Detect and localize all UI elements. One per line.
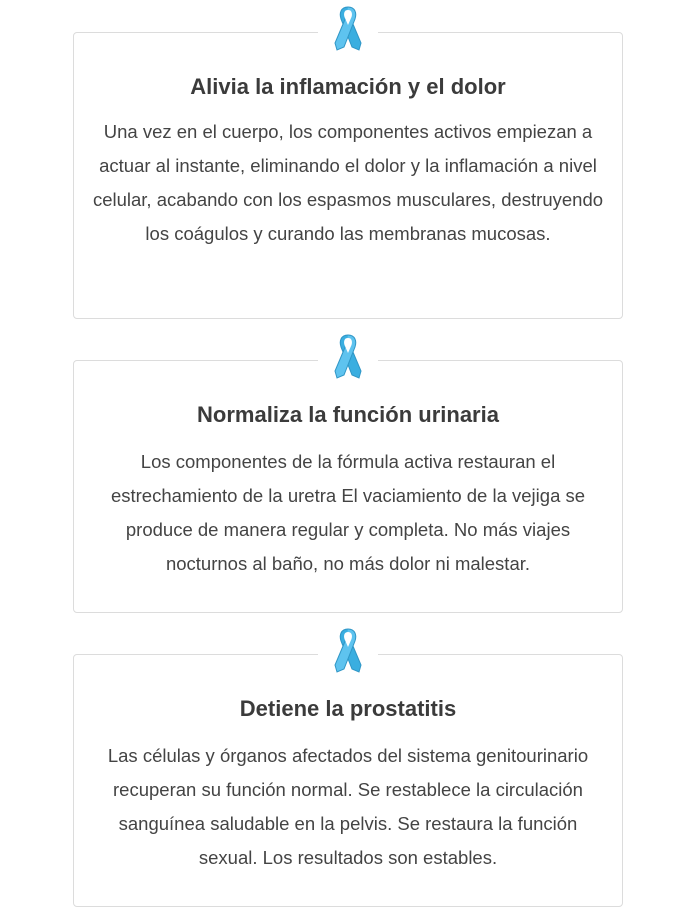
card-title: Alivia la inflamación y el dolor	[190, 74, 506, 99]
benefit-card-inflammation	[73, 32, 623, 319]
card-text: Una vez en el cuerpo, los componentes activos empiezan a actuar al instante, eliminando el dolor y la inflamación a nivel celular, acabando con los espasmos musculares, destruyendo los coágulos y curando las membranas mucosas.	[92, 121, 604, 244]
benefit-card-urinary	[73, 360, 623, 613]
awareness-ribbon-icon	[318, 1, 378, 57]
card-title: Normaliza la función urinaria	[197, 402, 499, 427]
card-text: Los componentes de la fórmula activa restauran el estrechamiento de la uretra El vaciamiento de la vejiga se produce de manera regular y completa. No más viajes nocturnos al baño, no más dolor ni malestar.	[110, 451, 586, 574]
card-text: Las células y órganos afectados del sistema genitourinario recuperan su función normal. Se restablece la circulación sanguínea saludable en la pelvis. Se restaura la función sexual. Los resultados son estables.	[107, 745, 589, 868]
benefit-card-prostatitis	[73, 654, 623, 907]
awareness-ribbon-icon	[318, 623, 378, 679]
awareness-ribbon-icon	[318, 329, 378, 385]
card-title: Detiene la prostatitis	[239, 696, 457, 721]
